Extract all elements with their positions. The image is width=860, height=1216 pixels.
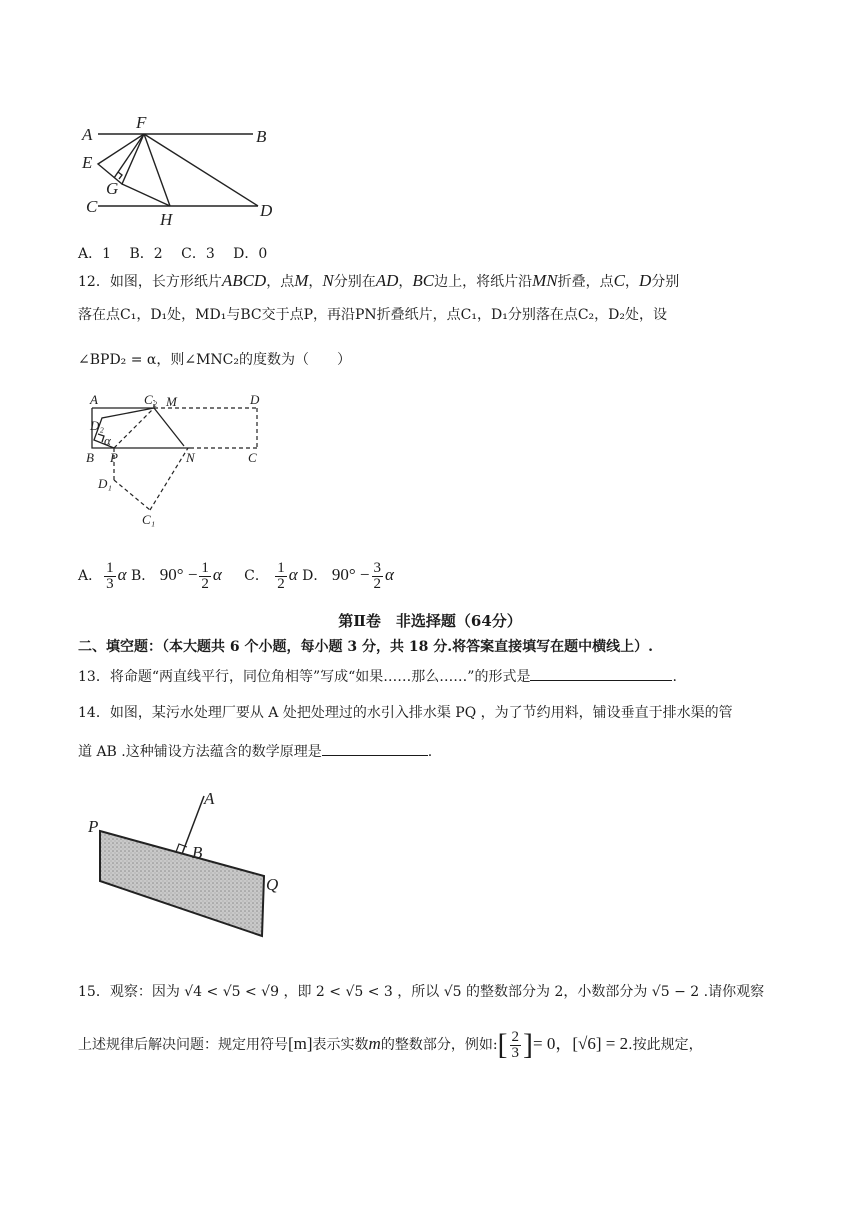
label-q: Q — [266, 875, 279, 894]
expression: 90° − — [159, 565, 198, 584]
fraction — [372, 561, 384, 592]
fraction — [275, 561, 287, 592]
q15-text: 表示实数 — [312, 1037, 369, 1053]
q12-var: AD — [375, 271, 399, 290]
label-m: M — [166, 394, 177, 409]
label-alpha: α — [104, 433, 111, 448]
section-title: 第Ⅱ卷 非选择题（64分） — [338, 612, 522, 630]
figure-q14 — [84, 786, 294, 946]
q12-text: ， — [308, 274, 323, 290]
denominator: 2 — [201, 575, 209, 592]
q12-var: C — [613, 271, 625, 290]
q11-options: A．1 B．2 C．3 D．0 — [78, 246, 268, 262]
variable: α — [117, 565, 127, 584]
q15-line1: 15．观察：因为 √4 < √5 < √9 ，即 2 < √5 < 3 ，所以 √5 的整数部分为 2，小数部分为 √5 − 2 .请你观察 — [78, 984, 765, 1000]
variable: α — [385, 565, 394, 584]
q13-end: . — [672, 669, 677, 685]
label-a: A — [82, 125, 93, 144]
label-c1: C₁ — [142, 512, 156, 527]
variable: α — [288, 565, 298, 584]
label-p: P — [110, 450, 118, 465]
section-instructions: 二、填空题：（本大题共 6 个小题，每小题 3 分，共 18 分.将答案直接填写在题中横线上）. — [78, 639, 653, 655]
q12-text: 分别 — [651, 274, 680, 290]
fraction — [104, 561, 116, 592]
option-b-label: B． — [131, 568, 156, 584]
q12-var: ABCD — [221, 271, 267, 290]
label-a: A — [90, 392, 98, 407]
figure-q11 — [78, 112, 288, 230]
q12-text: ，点 — [266, 274, 295, 290]
q15-text: .按此规定， — [628, 1037, 703, 1053]
expression: 90° − — [331, 565, 370, 584]
q12-line3: ∠BPD₂ = α，则∠MNC₂的度数为（ ） — [78, 352, 351, 368]
q12-var: M — [294, 271, 309, 290]
option-d-label: D． — [302, 568, 328, 584]
label-d: D — [250, 392, 260, 407]
label-c: C — [86, 197, 98, 216]
label-c: C — [248, 450, 257, 465]
answer-blank[interactable] — [322, 741, 428, 756]
q12-var: D — [638, 271, 652, 290]
answer-blank[interactable] — [530, 666, 672, 681]
figure-q12 — [82, 390, 272, 530]
numerator: 1 — [106, 559, 114, 576]
label-g: G — [106, 179, 119, 198]
label-a: A — [204, 789, 215, 808]
q14-end: . — [427, 744, 433, 760]
label-f: F — [136, 113, 147, 132]
q12-var: N — [322, 271, 334, 290]
q15-line2: 上述规律后解决问题：规定用符号[m]表示实数m的整数部分，例如:[ $\frac{2}{3}$ ]= 0，[√6] = 2.按此规定， — [78, 1028, 703, 1061]
fraction — [510, 1030, 522, 1061]
fraction — [199, 561, 211, 592]
q14-text: 道 AB .这种铺设方法蕴含的数学原理是 — [78, 744, 322, 760]
q12-text: 折叠，点 — [557, 274, 614, 290]
denominator: 2 — [277, 575, 285, 592]
q12-text: ， — [624, 274, 639, 290]
label-d1: D₁ — [98, 476, 112, 491]
denominator: 3 — [511, 1044, 520, 1061]
label-n: N — [186, 450, 195, 465]
q13 — [78, 666, 677, 687]
denominator: 2 — [373, 575, 381, 592]
denominator: 3 — [106, 575, 114, 592]
q12-text: 边上，将纸片沿 — [434, 274, 533, 290]
option-c-label: C． — [244, 568, 269, 584]
variable: α — [212, 565, 222, 584]
expression: = 0， — [533, 1034, 573, 1053]
numerator: 2 — [511, 1028, 520, 1045]
q12-text: 12．如图，长方形纸片 — [78, 274, 222, 290]
q12-text: 分别在 — [333, 274, 376, 290]
q12-line2: 落在点C₁，D₁处，MD₁与BC交于点P，再沿PN折叠纸片，点C₁，D₁分别落在点C₂，D₂处，设 — [78, 307, 668, 323]
variable: m — [368, 1034, 381, 1053]
label-b: B — [86, 450, 94, 465]
numerator: 3 — [373, 559, 381, 576]
label-p: P — [88, 817, 99, 836]
label-d: D — [260, 201, 273, 220]
q14-line2 — [78, 741, 432, 762]
q12-text: ， — [398, 274, 413, 290]
label-b: B — [256, 127, 267, 146]
label-c2: C₂ — [144, 392, 158, 407]
q13-text: 13．将命题“两直线平行，同位角相等”写成“如果……那么……”的形式是 — [78, 669, 531, 685]
q12-var: BC — [412, 271, 435, 290]
label-e: E — [82, 153, 93, 172]
label-d2: D₂ — [90, 418, 104, 433]
q15-text: 上述规律后解决问题：规定用符号 — [78, 1037, 288, 1053]
q14-line1: 14．如图，某污水处理厂要从 A 处把处理过的水引入排水渠 PQ ，为了节约用料，铺设垂直于排水渠的管 — [78, 705, 733, 721]
numerator: 1 — [201, 559, 209, 576]
label-b: B — [192, 843, 203, 862]
q12-options — [78, 558, 394, 598]
q12-var: MN — [532, 271, 558, 290]
q12-line1 — [78, 271, 679, 292]
numerator: 1 — [277, 559, 285, 576]
expression: [√6] = 2 — [572, 1034, 629, 1053]
bracket-symbol: [m] — [288, 1034, 313, 1053]
q15-text: 的整数部分，例如: — [380, 1037, 498, 1053]
option-a-label: A． — [78, 568, 103, 584]
label-h: H — [160, 210, 173, 229]
